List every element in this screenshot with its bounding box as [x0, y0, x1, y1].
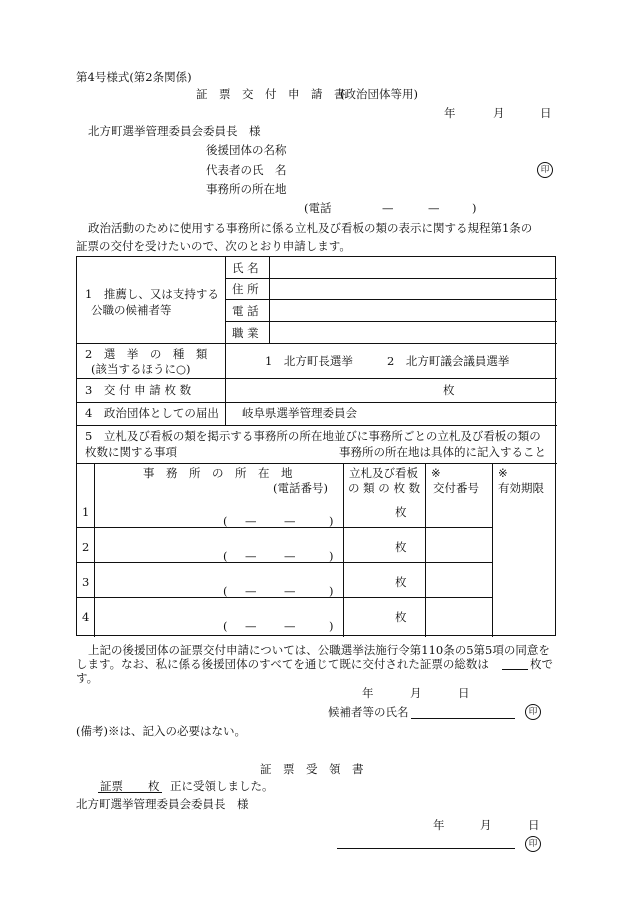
count-blank: [502, 669, 528, 670]
unit-label: 枚: [395, 505, 407, 519]
rule: [225, 299, 557, 300]
unit-label: 枚: [395, 540, 407, 554]
paren-open: (: [223, 584, 228, 598]
office-label: 事務所の所在地: [206, 182, 287, 196]
row5-label: 枚数に関する事項: [85, 445, 177, 459]
rule: [225, 378, 226, 402]
date-month: 月: [410, 686, 422, 700]
field-address-label: 住 所: [232, 282, 259, 296]
field-name-label: 氏 名: [232, 261, 259, 275]
rule: [343, 463, 344, 637]
col-header-location-sub: (電話番号): [273, 481, 328, 495]
rule: [225, 257, 226, 343]
date-day: 日: [528, 818, 540, 832]
phone-dash: —: [284, 549, 296, 563]
consent-line: 上記の後援団体の証票交付申請については、公職選挙法施行令第110条の5第5項の同意を: [88, 643, 550, 657]
receipt-title: 証 票 受 領 書: [260, 762, 364, 776]
receipt-signature-line: [337, 848, 515, 849]
phone-dash: —: [245, 584, 257, 598]
date-month: 月: [493, 106, 505, 120]
consent-unit: 枚で: [530, 657, 553, 671]
intro-line: 政治活動のために使用する事務所に係る立札及び看板の類の表示に関する規程第1条の: [88, 221, 533, 235]
date-year: 年: [362, 686, 374, 700]
note: (備考)※は、記入の必要はない。: [76, 724, 246, 738]
date-year: 年: [444, 106, 456, 120]
col-header-location: 事 務 所 の 所 在 地: [143, 466, 293, 480]
form-number: 第4号様式(第2条関係): [76, 70, 192, 84]
rule: [225, 321, 557, 322]
col-header-expiry-mark: ※: [498, 466, 508, 480]
paren-close: ): [329, 584, 334, 598]
rule: [77, 463, 557, 464]
row5-label: 5 立札及び看板の類を掲示する事務所の所在地並びに事務所ごとの立札及び看板の類の: [85, 429, 541, 443]
row-number: 1: [82, 505, 90, 519]
seal-mark: 印: [525, 836, 541, 852]
unit-label: 枚: [395, 610, 407, 624]
phone-close: ): [472, 201, 477, 215]
rule: [425, 463, 426, 637]
row4-label: 4 政治団体としての届出: [85, 406, 219, 420]
phone-dash: —: [428, 201, 440, 215]
seal-mark: 印: [525, 704, 541, 720]
col-header-count: 立札及び看板: [349, 466, 418, 480]
paren-open: (: [223, 549, 228, 563]
row-number: 3: [82, 575, 90, 589]
phone-label: (電話: [304, 201, 332, 215]
col-header-issue-mark: ※: [431, 466, 441, 480]
date-year: 年: [433, 818, 445, 832]
row5-note: 事務所の所在地は具体的に記入すること: [339, 445, 546, 459]
col-header-expiry: 有効期限: [498, 481, 544, 495]
paren-close: ): [329, 549, 334, 563]
form-title-sub: (政治団体等用): [340, 87, 418, 101]
consent-line: す。: [76, 671, 99, 685]
rule: [77, 425, 557, 426]
candidate-name-label: 候補者等の氏名: [328, 705, 409, 719]
field-phone-label: 電 話: [232, 304, 259, 318]
phone-dash: —: [382, 201, 394, 215]
col-header-count: の 類 の 枚 数: [348, 481, 421, 495]
receipt-text: 枚: [148, 779, 160, 793]
row2-label: (該当するほうに○): [91, 362, 191, 376]
addressee: 北方町選挙管理委員会委員長 様: [88, 124, 261, 138]
phone-dash: —: [245, 549, 257, 563]
rule: [77, 378, 557, 379]
election-option-2: 2 北方町議会議員選挙: [387, 354, 510, 368]
date-day: 日: [540, 106, 552, 120]
org-name-label: 後援団体の名称: [206, 143, 287, 157]
row-number: 2: [82, 540, 90, 554]
field-job-label: 職 業: [232, 326, 259, 340]
phone-dash: —: [284, 584, 296, 598]
election-option-1: 1 北方町長選挙: [265, 354, 353, 368]
candidate-name-line: [411, 718, 515, 719]
row3-unit: 枚: [443, 383, 455, 397]
rule: [269, 257, 270, 343]
rep-name-label: 代表者の氏 名: [206, 163, 287, 177]
rule: [225, 343, 226, 378]
row3-label: 3 交 付 申 請 枚 数: [85, 383, 192, 397]
phone-dash: —: [284, 514, 296, 528]
row4-value: 岐阜県選挙管理委員会: [242, 406, 357, 420]
rule: [225, 278, 557, 279]
paren-close: ): [329, 619, 334, 633]
rule: [77, 402, 557, 403]
paren-open: (: [223, 514, 228, 528]
col-header-issue: 交付番号: [433, 481, 479, 495]
form-title: 証 票 交 付 申 請 書: [196, 87, 346, 101]
row1-label: 公職の候補者等: [91, 303, 172, 317]
receipt-text: 証票: [100, 779, 123, 793]
rule: [94, 463, 95, 637]
application-table: [76, 256, 556, 636]
receipt-text: 正に受領しました。: [170, 779, 274, 793]
phone-dash: —: [245, 619, 257, 633]
phone-dash: —: [284, 619, 296, 633]
date-day: 日: [458, 686, 470, 700]
unit-label: 枚: [395, 575, 407, 589]
paren-open: (: [223, 619, 228, 633]
row1-label: 1 推薦し、又は支持する: [85, 287, 219, 301]
intro-line: 証票の交付を受けたいので、次のとおり申請します。: [76, 239, 351, 253]
row2-label: 2 選 挙 の 種 類: [85, 347, 208, 361]
rule: [77, 343, 557, 344]
rule: [492, 463, 493, 637]
phone-dash: —: [245, 514, 257, 528]
consent-line: します。なお、私に係る後援団体のすべてを通じて既に交付された証票の総数は: [76, 657, 489, 671]
seal-mark: 印: [537, 162, 553, 178]
date-month: 月: [480, 818, 492, 832]
paren-close: ): [329, 514, 334, 528]
rule: [225, 402, 226, 425]
receipt-addressee: 北方町選挙管理委員会委員長 様: [76, 797, 249, 811]
row-number: 4: [82, 610, 90, 624]
